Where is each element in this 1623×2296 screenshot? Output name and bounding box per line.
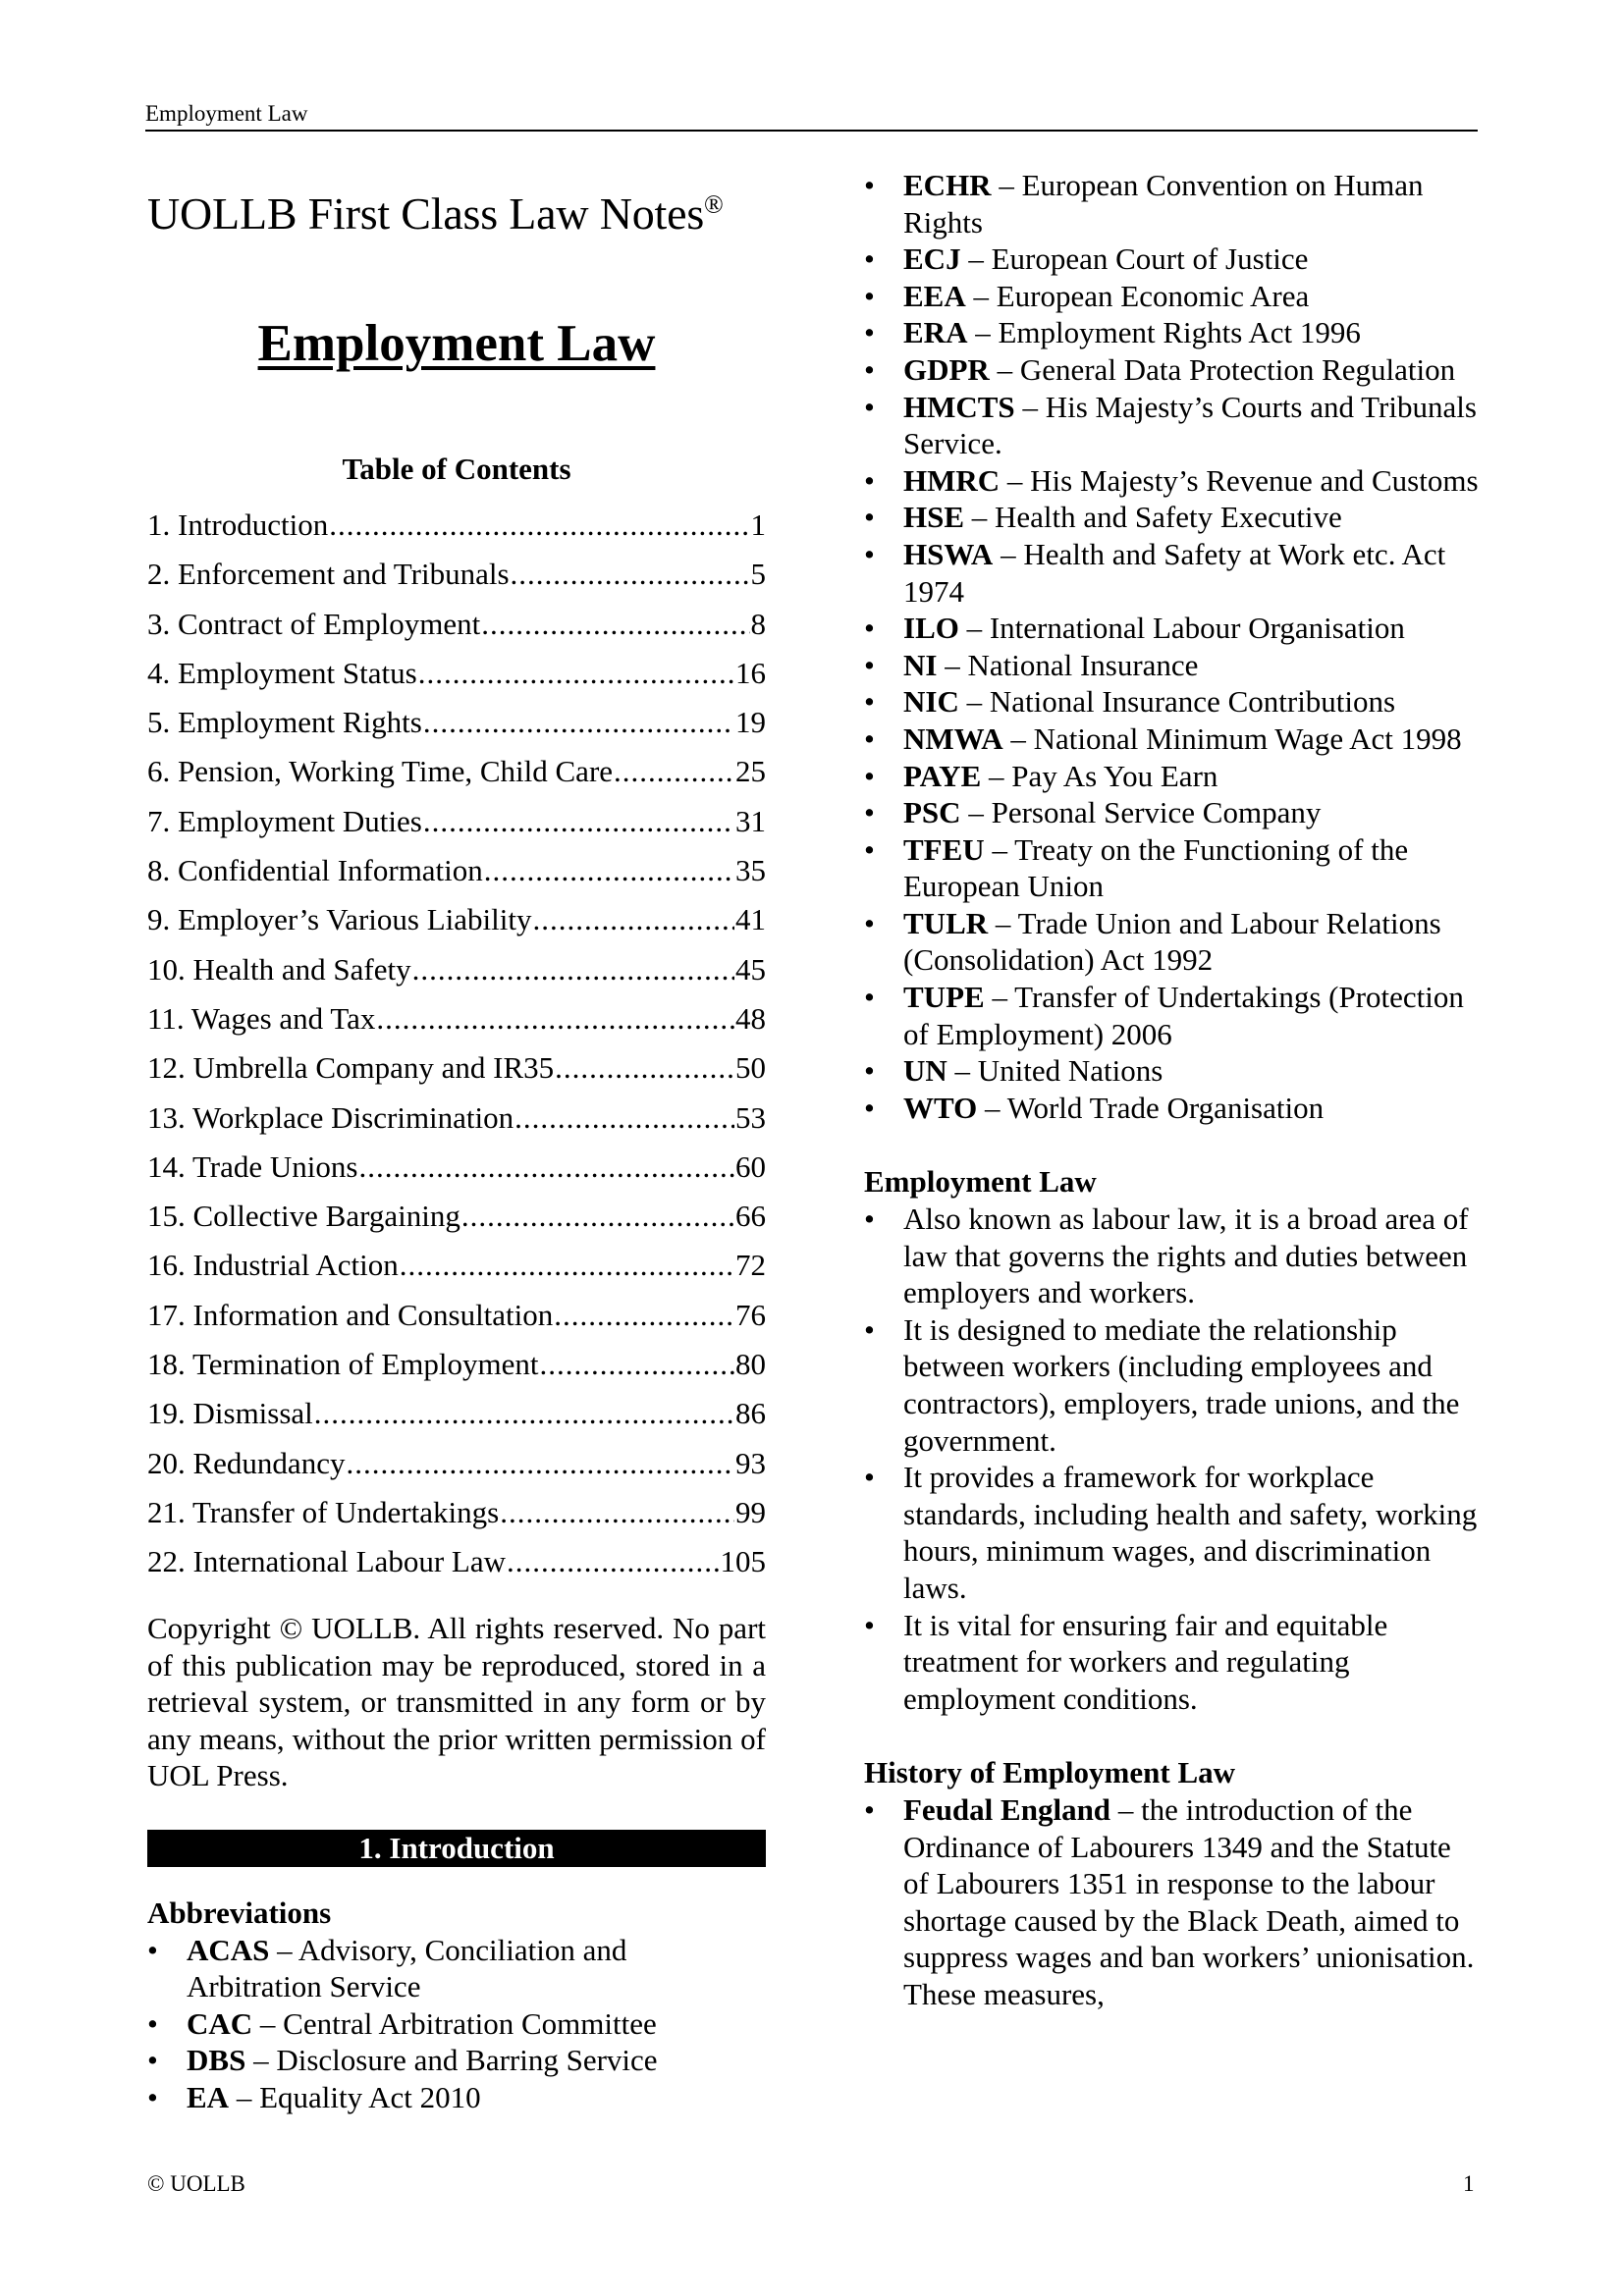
- toc-entry-title: 20. Redundancy: [147, 1445, 346, 1480]
- abbreviation-term: TUPE: [903, 980, 985, 1015]
- abbreviation-term: NMWA: [903, 721, 1003, 756]
- toc-entry-title: 2. Enforcement and Tribunals: [147, 557, 510, 592]
- abbreviation-item: [864, 389, 1483, 462]
- toc-leader-dots: [400, 1241, 734, 1290]
- bullet-icon: •: [864, 758, 875, 793]
- bullet-icon: •: [864, 351, 875, 387]
- bullet-icon: •: [864, 1311, 875, 1347]
- toc-entry[interactable]: [147, 1143, 766, 1192]
- bullet-icon: •: [864, 1090, 875, 1125]
- toc-entry-title: 17. Information and Consultation: [147, 1297, 554, 1332]
- bullet-icon: •: [864, 831, 875, 867]
- separator: –: [984, 980, 1015, 1015]
- toc-entry[interactable]: [147, 600, 766, 649]
- toc-leader-dots: [346, 1439, 734, 1488]
- section-banner-introduction: 1. Introduction: [147, 1830, 766, 1867]
- toc-entry[interactable]: [147, 1389, 766, 1438]
- toc-entry[interactable]: [147, 1043, 766, 1093]
- abbreviation-term: WTO: [903, 1090, 978, 1125]
- separator: –: [252, 2005, 284, 2041]
- abbreviation-item: [864, 167, 1483, 240]
- bullet-icon: •: [147, 1932, 158, 1967]
- bullet-text: the introduction of the Ordinance of Labourers 1349 and the Statute of Labourers 1351 in response to the labour shortage caused by the Black Death, aimed to suppress wages and ban workers’ unionisation. These measures,: [903, 1791, 1475, 2011]
- bullet-icon: •: [864, 1201, 875, 1237]
- abbreviation-meaning: Transfer of Undertakings (Protection of Employment) 2006: [903, 980, 1464, 1051]
- abbreviation-term: ECHR: [903, 168, 992, 202]
- separator: –: [967, 315, 999, 350]
- abbreviation-item: [864, 314, 1483, 351]
- toc-entry-page: 80: [735, 1347, 766, 1382]
- bullet-icon: •: [864, 315, 875, 350]
- separator: –: [989, 351, 1020, 387]
- abbreviation-term: EA: [187, 2079, 230, 2114]
- toc-entry-page: 50: [735, 1050, 766, 1086]
- abbreviation-meaning: Personal Service Company: [991, 795, 1322, 830]
- abbreviation-meaning: Treaty on the Functioning of the European Union: [903, 831, 1409, 904]
- abbreviation-term: NI: [903, 647, 938, 682]
- abbreviation-meaning: Pay As You Earn: [1011, 758, 1218, 793]
- abbreviations-list-right: [864, 167, 1483, 1126]
- employment-law-heading: Employment Law: [864, 1164, 1097, 1200]
- bullet-icon: •: [864, 389, 875, 424]
- abbreviation-item: [864, 831, 1483, 905]
- toc-entry[interactable]: [147, 698, 766, 747]
- abbreviation-term: HMRC: [903, 462, 1001, 498]
- bullet-text: It is vital for ensuring fair and equitable treatment for workers and regulating employment conditions.: [903, 1607, 1388, 1716]
- separator: –: [958, 611, 990, 646]
- abbreviation-meaning: His Majesty’s Courts and Tribunals Service.: [903, 389, 1477, 461]
- toc-entry-title: 7. Employment Duties: [147, 803, 422, 838]
- toc-entry-title: 16. Industrial Action: [147, 1248, 399, 1283]
- copyright-notice: Copyright © UOLLB. All rights reserved. No part of this publication may be reproduced, stored in a retrieval system, or transmitted in any form or by any means, without the prior written permission of UOL Press.: [147, 1611, 766, 1793]
- separator: –: [965, 278, 997, 313]
- bullet-icon: •: [864, 647, 875, 682]
- bullet-icon: •: [864, 1607, 875, 1642]
- bullet-icon: •: [864, 500, 875, 535]
- toc-entry-page: 60: [735, 1148, 766, 1184]
- bullet-point: [864, 1311, 1483, 1459]
- toc-leader-dots: [412, 945, 734, 994]
- abbreviation-meaning: European Court of Justice: [991, 241, 1309, 277]
- toc-entry[interactable]: [147, 994, 766, 1043]
- abbreviation-term: HSE: [903, 500, 965, 535]
- separator: –: [984, 831, 1015, 867]
- toc-entry-page: 105: [720, 1544, 766, 1579]
- toc-leader-dots: [484, 846, 734, 895]
- toc-leader-dots: [511, 550, 750, 599]
- employment-law-points: [864, 1201, 1483, 1717]
- toc-entry-page: 16: [735, 655, 766, 690]
- toc-entry-page: 25: [735, 754, 766, 789]
- toc-entry[interactable]: [147, 747, 766, 796]
- toc-entry-page: 41: [735, 902, 766, 937]
- abbreviation-meaning: European Convention on Human Rights: [903, 168, 1424, 240]
- abbreviation-item: [864, 905, 1483, 979]
- abbreviation-item: [864, 647, 1483, 684]
- abbreviation-item: [864, 1090, 1483, 1127]
- abbreviation-term: CAC: [187, 2005, 253, 2041]
- history-lead: Feudal England: [903, 1791, 1111, 1827]
- toc-entry[interactable]: [147, 1439, 766, 1488]
- toc-entry-page: 31: [735, 803, 766, 838]
- running-header: Employment Law: [145, 101, 1478, 132]
- bullet-icon: •: [864, 1791, 875, 1827]
- abbreviation-item: [147, 1932, 766, 2005]
- toc-entry-title: 15. Collective Bargaining: [147, 1199, 460, 1234]
- separator: –: [958, 684, 990, 720]
- toc-entry[interactable]: [147, 550, 766, 599]
- abbreviation-item: [864, 758, 1483, 795]
- separator: –: [991, 168, 1022, 202]
- toc-entry-page: 5: [750, 557, 766, 592]
- bullet-icon: •: [864, 536, 875, 571]
- abbreviation-term: TFEU: [903, 831, 985, 867]
- separator: –: [937, 647, 968, 682]
- toc-entry[interactable]: [147, 501, 766, 550]
- abbreviations-list-left: [147, 1932, 766, 2116]
- bullet-icon: •: [864, 168, 875, 202]
- toc-entry-title: 18. Termination of Employment: [147, 1347, 539, 1382]
- left-column: [147, 187, 766, 2114]
- abbreviation-meaning: General Data Protection Regulation: [1019, 351, 1456, 387]
- toc-entry-title: 3. Contract of Employment: [147, 606, 481, 641]
- separator: –: [960, 241, 992, 277]
- abbreviation-term: ILO: [903, 611, 959, 646]
- toc-entry-page: 8: [750, 606, 766, 641]
- toc-leader-dots: [500, 1488, 734, 1537]
- abbreviation-item: [147, 2042, 766, 2079]
- abbreviation-meaning: Advisory, Conciliation and Arbitration Service: [187, 1932, 627, 2004]
- abbreviation-meaning: International Labour Organisation: [989, 611, 1405, 646]
- abbreviation-item: [864, 462, 1483, 500]
- separator: –: [981, 758, 1012, 793]
- abbreviation-item: [864, 536, 1483, 610]
- toc-entry-page: 66: [735, 1199, 766, 1234]
- abbreviation-meaning: Health and Safety at Work etc. Act 1974: [903, 536, 1446, 609]
- toc-entry[interactable]: [147, 797, 766, 846]
- toc-entry-page: 48: [735, 1000, 766, 1036]
- toc-entry-title: 14. Trade Unions: [147, 1148, 358, 1184]
- toc-entry-page: 99: [735, 1494, 766, 1529]
- bullet-icon: •: [864, 611, 875, 646]
- brand-title-text: UOLLB First Class Law Notes: [147, 188, 705, 239]
- abbreviation-item: [864, 979, 1483, 1052]
- registered-mark: ®: [704, 189, 724, 219]
- toc-entry[interactable]: [147, 1488, 766, 1537]
- toc-entry-page: 19: [735, 705, 766, 740]
- abbreviation-item: [147, 2005, 766, 2043]
- toc-entry-title: 4. Employment Status: [147, 655, 417, 690]
- bullet-icon: •: [864, 1053, 875, 1089]
- abbreviation-term: UN: [903, 1053, 947, 1089]
- bullet-icon: •: [864, 795, 875, 830]
- abbreviation-term: HSWA: [903, 536, 994, 571]
- toc-leader-dots: [554, 1291, 734, 1340]
- toc-entry-title: 21. Transfer of Undertakings: [147, 1494, 500, 1529]
- separator: –: [269, 1932, 298, 1967]
- abbreviation-meaning: United Nations: [977, 1053, 1163, 1089]
- abbreviation-item: [864, 278, 1483, 315]
- abbreviation-term: HMCTS: [903, 389, 1015, 424]
- bullet-icon: •: [864, 1460, 875, 1495]
- footer-copyright: © UOLLB: [147, 2171, 245, 2196]
- toc-leader-dots: [423, 797, 734, 846]
- abbreviation-item: [864, 499, 1483, 536]
- abbreviation-meaning: His Majesty’s Revenue and Customs: [1030, 462, 1479, 498]
- toc-entry-title: 1. Introduction: [147, 507, 329, 542]
- bullet-icon: •: [864, 278, 875, 313]
- toc-leader-dots: [358, 1143, 734, 1192]
- toc-entry[interactable]: [147, 1340, 766, 1389]
- bullet-icon: •: [147, 2005, 158, 2041]
- toc-leader-dots: [532, 895, 734, 944]
- toc-entry-title: 22. International Labour Law: [147, 1544, 506, 1579]
- separator: –: [1000, 462, 1031, 498]
- toc-entry-page: 1: [750, 507, 766, 542]
- abbreviation-term: ECJ: [903, 241, 961, 277]
- bullet-icon: •: [864, 241, 875, 277]
- separator: –: [977, 1090, 1007, 1125]
- separator: –: [960, 795, 992, 830]
- bullet-icon: •: [147, 2079, 158, 2114]
- toc-leader-dots: [329, 501, 749, 550]
- separator: –: [229, 2079, 260, 2114]
- abbreviation-item: [864, 610, 1483, 647]
- toc-entry-page: 53: [735, 1099, 766, 1135]
- document-title: Employment Law: [257, 315, 656, 372]
- toc-leader-dots: [418, 649, 734, 698]
- abbreviation-term: TULR: [903, 905, 989, 940]
- toc-leader-dots: [514, 1094, 734, 1143]
- table-of-contents: [147, 501, 766, 1587]
- toc-entry-page: 45: [735, 951, 766, 987]
- abbreviation-meaning: Health and Safety Executive: [995, 500, 1342, 535]
- abbreviation-term: PSC: [903, 795, 961, 830]
- toc-entry[interactable]: [147, 1094, 766, 1143]
- toc-entry-title: 9. Employer’s Various Liability: [147, 902, 532, 937]
- toc-leader-dots: [555, 1043, 734, 1093]
- abbreviation-item: [864, 721, 1483, 758]
- abbreviation-term: NIC: [903, 684, 959, 720]
- abbreviation-term: ERA: [903, 315, 968, 350]
- bullet-icon: •: [864, 462, 875, 498]
- toc-entry[interactable]: [147, 649, 766, 698]
- abbreviation-item: [864, 240, 1483, 278]
- toc-heading: Table of Contents: [342, 452, 571, 486]
- toc-entry[interactable]: [147, 945, 766, 994]
- toc-entry[interactable]: [147, 1291, 766, 1340]
- abbreviation-meaning: Trade Union and Labour Relations (Consolidation) Act 1992: [903, 905, 1441, 978]
- toc-entry-title: 19. Dismissal: [147, 1396, 313, 1431]
- toc-entry[interactable]: [147, 1537, 766, 1586]
- abbreviation-term: EEA: [903, 278, 966, 313]
- bullet-icon: •: [864, 905, 875, 940]
- history-heading: History of Employment Law: [864, 1755, 1236, 1790]
- abbreviation-term: PAYE: [903, 758, 982, 793]
- toc-entry-page: 86: [735, 1396, 766, 1431]
- bullet-text: Also known as labour law, it is a broad area of law that governs the rights and duties between employers and workers.: [903, 1201, 1469, 1310]
- abbreviation-meaning: National Insurance Contributions: [989, 684, 1396, 720]
- toc-entry[interactable]: [147, 1241, 766, 1290]
- toc-leader-dots: [461, 1192, 734, 1241]
- bullet-icon: •: [864, 684, 875, 720]
- abbreviations-heading: Abbreviations: [147, 1896, 332, 1930]
- bullet-text: It is designed to mediate the relationship between workers (including employees and contractors), employers, trade unions, and the government.: [903, 1311, 1460, 1458]
- abbreviation-item: [864, 1052, 1483, 1090]
- abbreviation-term: ACAS: [187, 1932, 270, 1967]
- abbreviation-meaning: National Insurance: [967, 647, 1199, 682]
- bullet-point: [864, 1201, 1483, 1311]
- separator: –: [964, 500, 996, 535]
- bullet-icon: •: [147, 2043, 158, 2078]
- abbreviations-block: [147, 1895, 766, 2116]
- abbreviation-meaning: Equality Act 2010: [259, 2079, 481, 2114]
- history-section: [864, 1754, 1483, 2012]
- toc-entry-title: 5. Employment Rights: [147, 705, 422, 740]
- right-column: [864, 167, 1483, 2013]
- toc-entry-title: 11. Wages and Tax: [147, 1000, 376, 1036]
- bullet-point: [864, 1459, 1483, 1606]
- toc-entry-page: 93: [735, 1445, 766, 1480]
- toc-leader-dots: [481, 600, 749, 649]
- bullet-text: It provides a framework for workplace standards, including health and safety, working hours, minimum wages, and discrimination laws.: [903, 1460, 1478, 1605]
- toc-entry-page: 35: [735, 853, 766, 888]
- toc-entry-title: 10. Health and Safety: [147, 951, 411, 987]
- toc-leader-dots: [507, 1537, 720, 1586]
- separator: –: [993, 536, 1024, 571]
- toc-entry-page: 72: [735, 1248, 766, 1283]
- abbreviation-item: [864, 351, 1483, 389]
- page-number: 1: [1463, 2171, 1475, 2196]
- toc-leader-dots: [314, 1389, 734, 1438]
- abbreviation-term: GDPR: [903, 351, 990, 387]
- bullet-point: [864, 1607, 1483, 1718]
- abbreviation-meaning: European Economic Area: [996, 278, 1310, 313]
- abbreviation-item: [864, 683, 1483, 721]
- toc-entry-title: 12. Umbrella Company and IR35: [147, 1050, 555, 1086]
- abbreviation-meaning: Disclosure and Barring Service: [276, 2043, 658, 2078]
- abbreviation-item: [864, 794, 1483, 831]
- abbreviation-meaning: National Minimum Wage Act 1998: [1033, 721, 1462, 756]
- abbreviation-term: DBS: [187, 2043, 246, 2078]
- separator: –: [1002, 721, 1034, 756]
- toc-leader-dots: [423, 698, 734, 747]
- abbreviation-meaning: World Trade Organisation: [1006, 1090, 1325, 1125]
- bullet-icon: •: [864, 980, 875, 1015]
- abbreviation-meaning: Employment Rights Act 1996: [998, 315, 1361, 350]
- toc-leader-dots: [376, 994, 734, 1043]
- separator: –: [988, 905, 1018, 940]
- toc-entry-title: 6. Pension, Working Time, Child Care: [147, 754, 614, 789]
- separator: –: [947, 1053, 978, 1089]
- toc-entry[interactable]: [147, 895, 766, 944]
- brand-title: [147, 187, 766, 241]
- toc-entry-page: 76: [735, 1297, 766, 1332]
- toc-leader-dots: [614, 747, 734, 796]
- toc-leader-dots: [539, 1340, 734, 1389]
- separator: –: [245, 2043, 277, 2078]
- separator: –: [1110, 1791, 1142, 1827]
- toc-entry[interactable]: [147, 846, 766, 895]
- abbreviation-item: [147, 2079, 766, 2116]
- bullet-point: [864, 1791, 1483, 2013]
- toc-entry-title: 8. Confidential Information: [147, 853, 483, 888]
- toc-entry[interactable]: [147, 1192, 766, 1241]
- abbreviation-meaning: Central Arbitration Committee: [283, 2005, 657, 2041]
- employment-law-section: [864, 1163, 1483, 1717]
- toc-entry-title: 13. Workplace Discrimination: [147, 1099, 514, 1135]
- bullet-icon: •: [864, 721, 875, 756]
- history-points: [864, 1791, 1483, 2013]
- separator: –: [1014, 389, 1046, 424]
